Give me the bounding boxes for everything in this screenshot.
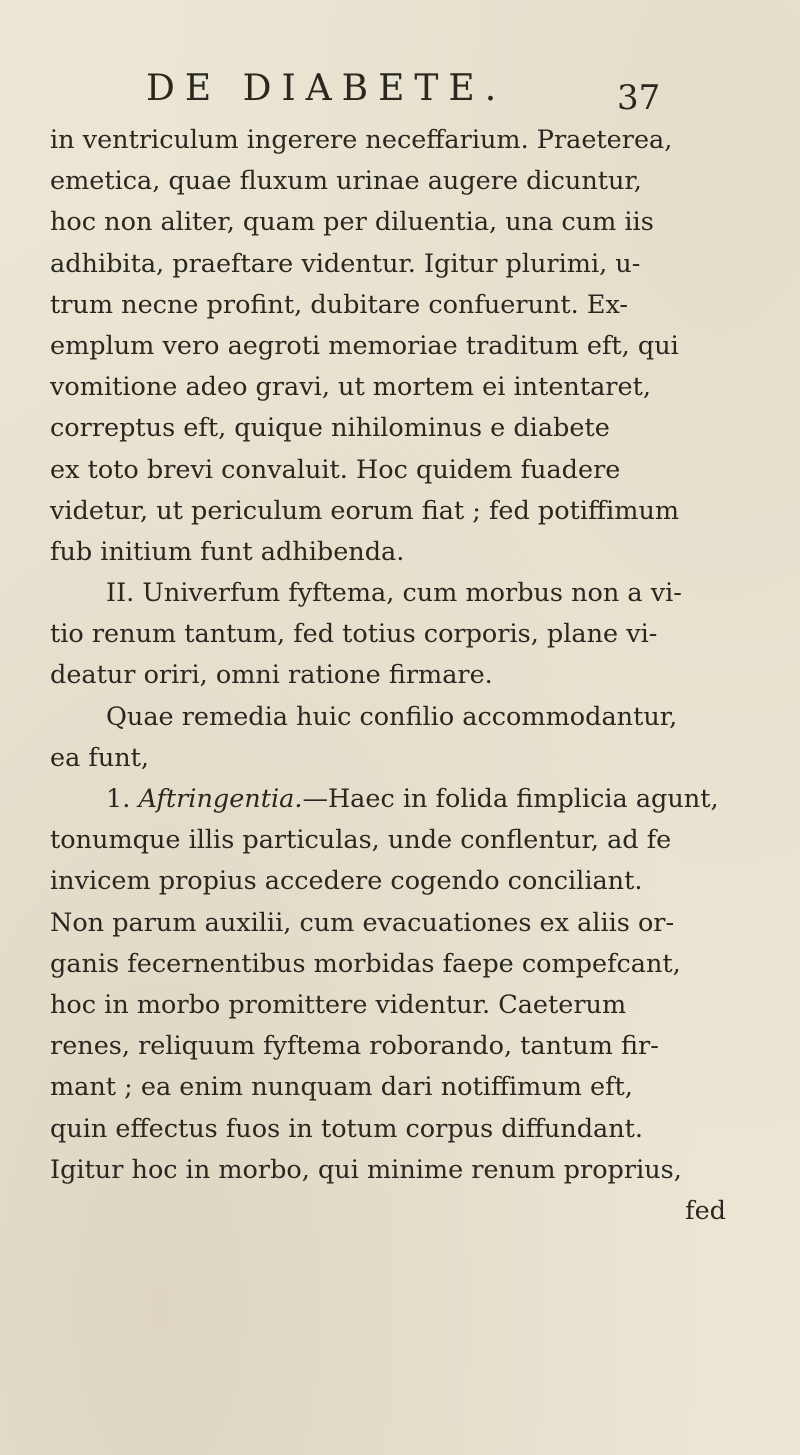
text-line: fub initium funt adhibenda. bbox=[50, 536, 405, 567]
text-line: in ventriculum ingerere neceffarium. Praeterea, bbox=[50, 125, 673, 155]
text-line: mant ; ea enim nunquam dari notiffimum eft, bbox=[50, 1072, 633, 1103]
page-number: 37 bbox=[617, 78, 661, 118]
section-heading-II: II. Univerfum fyftema, cum morbus non a vi- bbox=[106, 578, 682, 609]
text-line: trum necne profint, dubitare confuerunt. Ex- bbox=[50, 289, 629, 320]
text-line: emplum vero aegroti memoriae traditum eft, qui bbox=[50, 330, 679, 361]
text-line: ea funt, bbox=[50, 742, 150, 773]
text-line: ganis fecernentibus morbidas faepe compefcant, bbox=[50, 948, 681, 979]
text-line: Non parum auxilii, cum evacuationes ex aliis or- bbox=[50, 907, 675, 938]
item-dash: — bbox=[302, 784, 328, 814]
item-term: Aftringentia. bbox=[138, 784, 303, 814]
numbered-item-1 bbox=[50, 779, 730, 820]
catchword: fed bbox=[685, 1195, 726, 1226]
text-line: hoc in morbo promittere videntur. Caeterum bbox=[50, 989, 627, 1020]
text-line: videtur, ut periculum eorum fiat ; fed potiffimum bbox=[50, 495, 680, 526]
item-text: Haec in folida fimplicia agunt, bbox=[327, 784, 719, 814]
text-line: deatur oriri, omni ratione firmare. bbox=[50, 660, 493, 691]
text-line: renes, reliquum fyftema roborando, tantum fir- bbox=[50, 1031, 659, 1062]
text-line: correptus eft, quique nihilominus e diabete bbox=[50, 413, 610, 444]
text-line: vomitione adeo gravi, ut mortem ei intentaret, bbox=[50, 372, 651, 403]
text-line: Igitur hoc in morbo, qui minime renum proprius, bbox=[50, 1154, 682, 1185]
text-line: invicem propius accedere cogendo conciliant. bbox=[50, 866, 643, 897]
text-line: emetica, quae fluxum urinae augere dicuntur, bbox=[50, 166, 642, 197]
text-line: tonumque illis particulas, unde conflentur, ad fe bbox=[50, 825, 672, 856]
text-line: hoc non aliter, quam per diluentia, una cum iis bbox=[50, 207, 654, 238]
text-line: ex toto brevi convaluit. Hoc quidem fuadere bbox=[50, 454, 621, 485]
item-number: 1. bbox=[106, 784, 131, 814]
text-line: quin effectus fuos in totum corpus diffundant. bbox=[50, 1113, 644, 1144]
running-title: DE DIABETE. bbox=[146, 68, 507, 109]
body-text bbox=[50, 120, 730, 1232]
text-line: tio renum tantum, fed totius corporis, plane vi- bbox=[50, 619, 658, 650]
text-line: Quae remedia huic confilio accommodantur, bbox=[106, 701, 678, 732]
text-line: adhibita, praeftare videntur. Igitur plurimi, u- bbox=[50, 248, 641, 279]
